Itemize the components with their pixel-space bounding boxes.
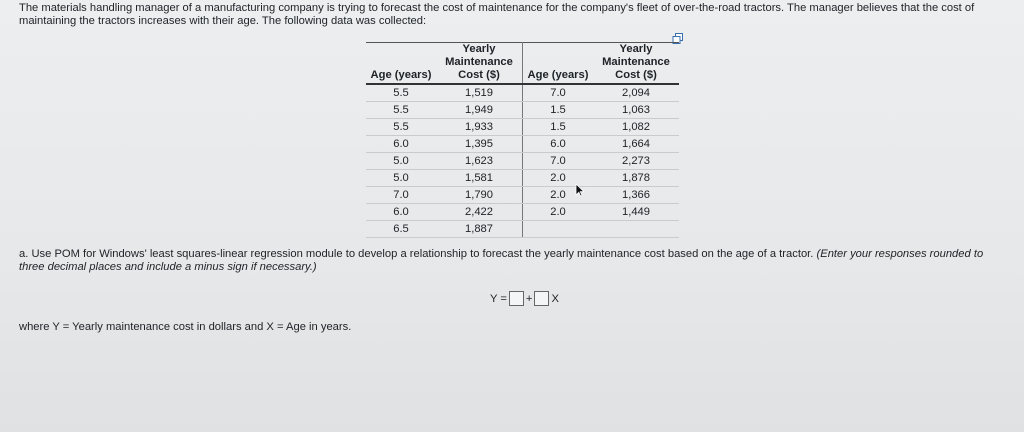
cell-age: 6.0 <box>523 136 594 153</box>
table-row <box>366 187 679 204</box>
cell-cost: 1,082 <box>593 119 679 136</box>
cell-cost: 1,878 <box>593 170 679 187</box>
x-label: X <box>551 292 559 305</box>
question-a <box>19 248 1009 274</box>
table-row <box>366 170 679 187</box>
cell-age: 7.0 <box>523 84 594 102</box>
table-row <box>366 102 679 119</box>
cell-age: 6.0 <box>366 204 436 221</box>
cell-cost: 1,949 <box>436 102 523 119</box>
table-row <box>366 136 679 153</box>
table-row <box>366 204 679 221</box>
cell-age: 5.0 <box>366 170 436 187</box>
table-row <box>366 221 679 238</box>
cell-age: 2.0 <box>523 170 594 187</box>
table-row <box>366 84 679 102</box>
plus-sign: + <box>525 292 533 305</box>
cell-age: 6.5 <box>366 221 436 238</box>
cell-cost: 1,366 <box>593 187 679 204</box>
cell-cost: 1,449 <box>593 204 679 221</box>
cell-age: 5.5 <box>366 119 436 136</box>
question-note: (Enter your responses rounded to three decimal places and include a minus sign if necessary.) <box>19 248 984 273</box>
maintenance-data-table <box>366 42 679 238</box>
intercept-input[interactable] <box>509 291 524 306</box>
cell-cost: 1,664 <box>593 136 679 153</box>
header-age-2: Age (years) <box>523 43 594 85</box>
header-cost-2: Yearly Maintenance Cost ($) <box>593 43 679 85</box>
y-label: Y = <box>490 292 507 305</box>
mouse-pointer-icon <box>575 183 585 197</box>
cell-cost <box>593 221 679 238</box>
cell-cost: 2,422 <box>436 204 523 221</box>
cell-cost: 1,581 <box>436 170 523 187</box>
cell-cost: 1,887 <box>436 221 523 238</box>
cell-cost: 1,790 <box>436 187 523 204</box>
table-body <box>366 84 679 238</box>
cell-age: 2.0 <box>523 187 594 204</box>
cell-age: 6.0 <box>366 136 436 153</box>
slope-input[interactable] <box>534 291 549 306</box>
cell-cost: 1,063 <box>593 102 679 119</box>
cell-age: 5.5 <box>366 84 436 102</box>
cell-cost: 2,273 <box>593 153 679 170</box>
cell-age: 7.0 <box>523 153 594 170</box>
cell-cost: 1,623 <box>436 153 523 170</box>
cell-age: 7.0 <box>366 187 436 204</box>
header-cost-1: Yearly Maintenance Cost ($) <box>436 43 523 85</box>
header-age-1: Age (years) <box>366 43 436 85</box>
question-text: a. Use POM for Windows' least squares-linear regression module to develop a relationship to forecast the yearly maintenance cost based on the age of a tractor. <box>19 248 814 260</box>
table-row <box>366 153 679 170</box>
cell-cost: 1,933 <box>436 119 523 136</box>
table-row <box>366 119 679 136</box>
cell-age: 1.5 <box>523 102 594 119</box>
cell-cost: 1,519 <box>436 84 523 102</box>
cell-cost: 1,395 <box>436 136 523 153</box>
variable-definition: where Y = Yearly maintenance cost in dollars and X = Age in years. <box>19 321 352 333</box>
cell-age: 5.0 <box>366 153 436 170</box>
cell-age: 5.5 <box>366 102 436 119</box>
cell-age: 1.5 <box>523 119 594 136</box>
cell-age: 2.0 <box>523 204 594 221</box>
cell-age <box>523 221 594 238</box>
problem-intro: The materials handling manager of a manufacturing company is trying to forecast the cost of maintenance for the company's fleet of over-the-road tractors. The manager believes that the cost of maintaining the tractors increases with their age. The following data was collected: <box>19 2 975 27</box>
cell-cost: 2,094 <box>593 84 679 102</box>
regression-equation <box>490 291 559 306</box>
